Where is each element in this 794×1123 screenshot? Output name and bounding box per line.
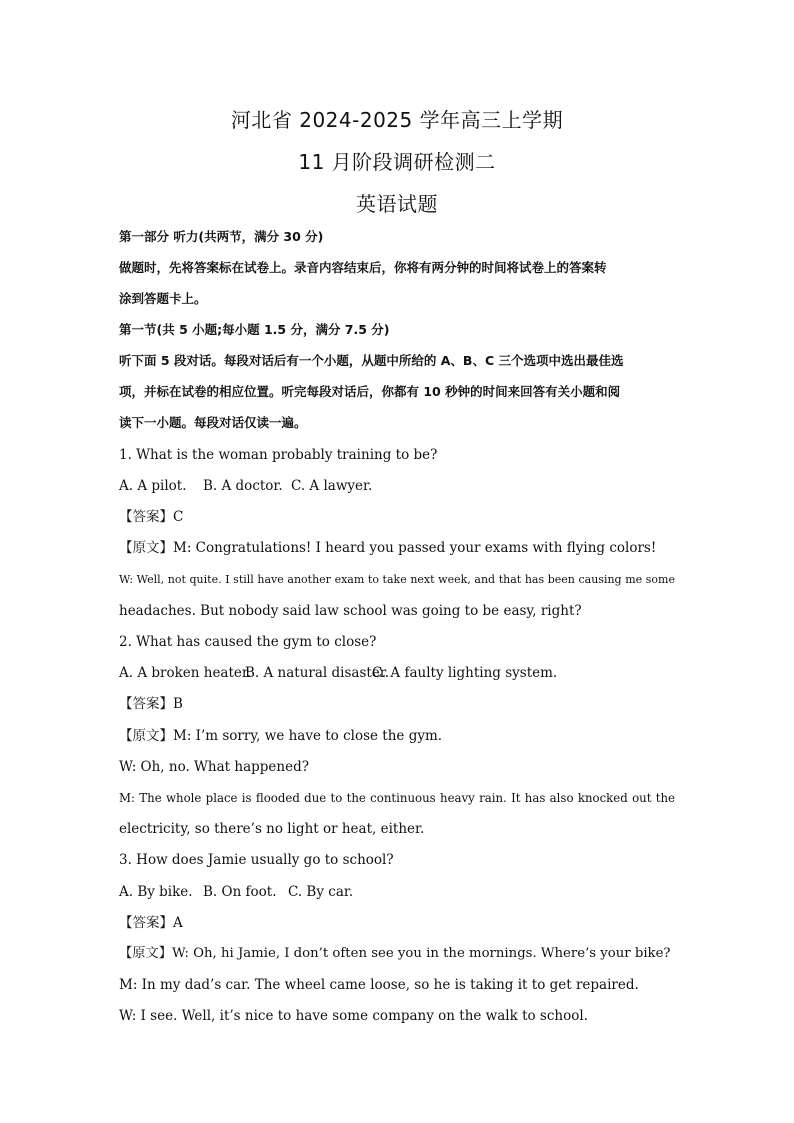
answer-3 xyxy=(119,913,675,933)
transcript-label: 【原文】 xyxy=(119,728,173,744)
option-c: C. By car. xyxy=(288,884,354,900)
transcript-1-line-3: headaches. But nobody said law school was going to be easy, right? xyxy=(119,603,582,619)
transcript-3-line-3: W: I see. Well, it’s nice to have some company on the walk to school. xyxy=(119,1008,588,1024)
title-line-1: 河北省 2024-2025 学年高三上学期 xyxy=(230,108,564,132)
section1-instruction-2: 项，并标在试卷的相应位置。听完每段对话后，你都有 10 秒钟的时间来回答有关小题和阅 xyxy=(119,384,621,399)
part1-instruction-1: 做题时，先将答案标在试卷上。录音内容结束后，你将有两分钟的时间将试卷上的答案转 xyxy=(119,260,607,275)
answer-value: C xyxy=(173,509,184,525)
transcript-text: M: I’m sorry, we have to close the gym. xyxy=(173,728,443,744)
option-c: C. A faulty lighting system. xyxy=(372,665,558,681)
answer-label: 【答案】 xyxy=(119,915,173,931)
part1-heading: 第一部分 听力(共两节，满分 30 分) xyxy=(119,229,324,244)
transcript-2-line-1 xyxy=(119,726,675,746)
answer-value: B xyxy=(173,696,183,712)
question-1: 1. What is the woman probably training to be? xyxy=(119,447,438,463)
transcript-text: W: Oh, hi Jamie, I don’t often see you in the mornings. Where’s your bike? xyxy=(172,946,671,961)
answer-1 xyxy=(119,507,675,527)
transcript-label: 【原文】 xyxy=(119,540,173,556)
section1-instruction-1: 听下面 5 段对话。每段对话后有一个小题，从题中所给的 A、B、C 三个选项中选出最佳选 xyxy=(119,353,624,368)
transcript-2-line-4: electricity, so there’s no light or heat, either. xyxy=(119,821,425,837)
section1-instruction-3: 读下一小题。每段对话仅读一遍。 xyxy=(119,415,307,430)
question-1-options xyxy=(119,476,675,496)
option-b: B. A natural disaster. xyxy=(245,665,390,681)
option-a: A. By bike. xyxy=(119,884,193,900)
question-3: 3. How does Jamie usually go to school? xyxy=(119,852,394,868)
answer-value: A xyxy=(173,915,183,931)
transcript-2-line-3: M: The whole place is flooded due to the continuous heavy rain. It has also knocked out the xyxy=(119,791,675,805)
answer-label: 【答案】 xyxy=(119,509,173,525)
question-2-options xyxy=(119,663,675,683)
transcript-3-line-2: M: In my dad’s car. The wheel came loose, so he is taking it to get repaired. xyxy=(119,977,639,993)
option-b: B. On foot. xyxy=(203,884,277,900)
transcript-1-line-1 xyxy=(119,538,675,558)
option-b: B. A doctor. xyxy=(203,478,283,494)
title-line-2: 11 月阶段调研检测二 xyxy=(298,150,496,174)
question-3-options xyxy=(119,882,675,902)
transcript-1-line-2: W: Well, not quite. I still have another exam to take next week, and that has been causing me some xyxy=(119,573,675,586)
part1-instruction-2: 涂到答题卡上。 xyxy=(119,291,207,306)
transcript-text: M: Congratulations! I heard you passed your exams with flying colors! xyxy=(173,540,657,556)
title-line-3: 英语试题 xyxy=(356,192,438,216)
answer-label: 【答案】 xyxy=(119,696,173,712)
transcript-label: 【原文】 xyxy=(119,946,173,961)
option-a: A. A broken heater. xyxy=(119,665,252,681)
option-c: C. A lawyer. xyxy=(291,478,373,494)
section1-heading: 第一节(共 5 小题;每小题 1.5 分，满分 7.5 分) xyxy=(119,322,390,337)
question-2: 2. What has caused the gym to close? xyxy=(119,634,377,650)
transcript-3-line-1 xyxy=(119,944,675,964)
answer-2 xyxy=(119,694,675,714)
option-a: A. A pilot. xyxy=(119,478,187,494)
transcript-2-line-2: W: Oh, no. What happened? xyxy=(119,759,309,775)
